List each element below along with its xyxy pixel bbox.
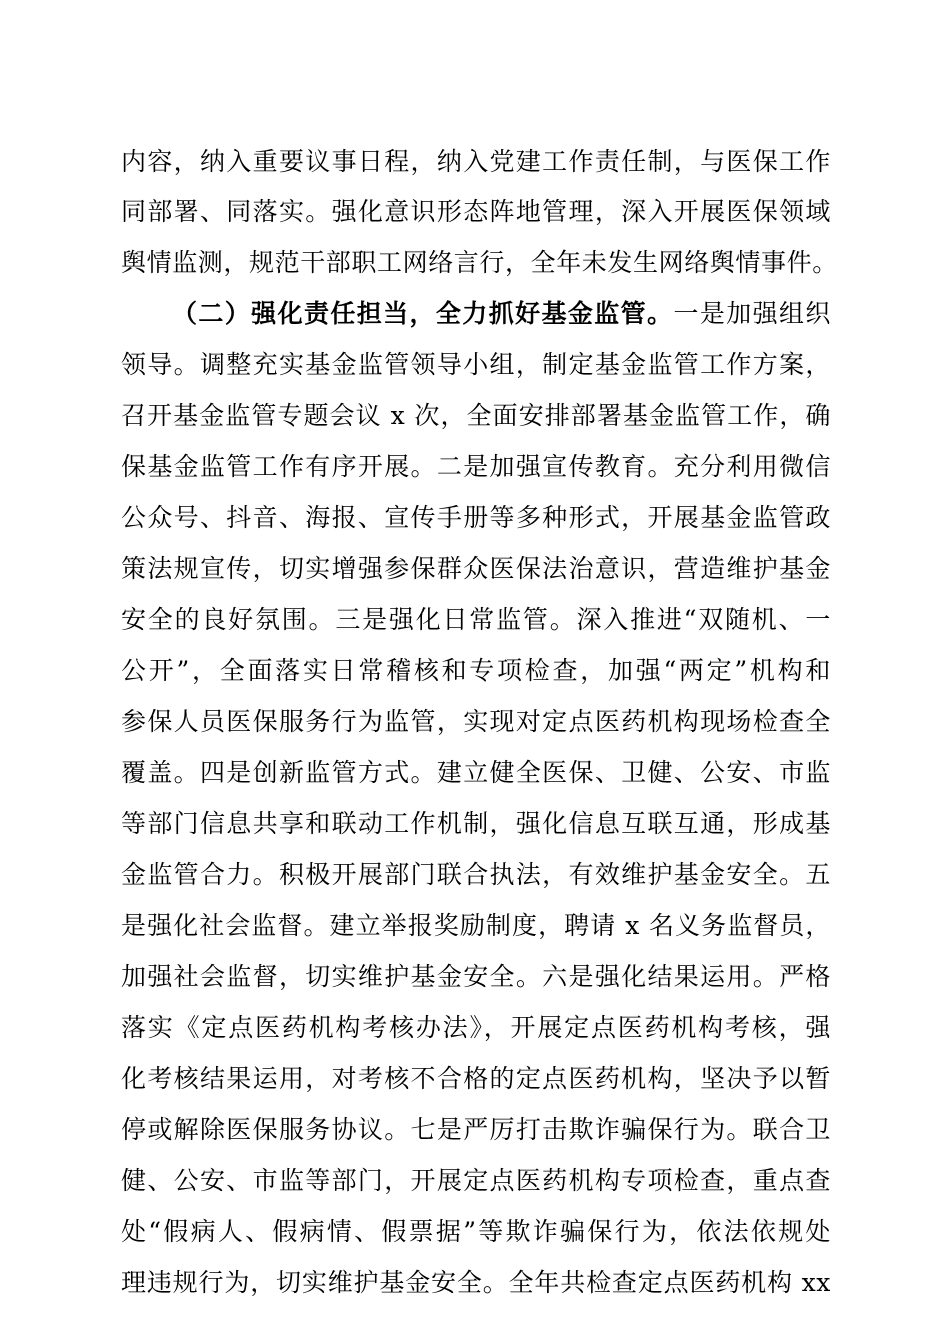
paragraph-line-22: 处“假病人、假病情、假票据”等欺诈骗保行为，依法依规处 — [121, 1217, 831, 1246]
paragraph-line-21: 健、公安、市监等部门，开展定点医药机构专项检查，重点查 — [121, 1166, 831, 1195]
paragraph-line-3: 舆情监测，规范干部职工网络言行，全年未发生网络舆情事件。 — [121, 248, 838, 277]
paragraph-line-2: 同部署、同落实。强化意识形态阵地管理，深入开展医保领域 — [121, 197, 831, 226]
paragraph-line-7: 保基金监管工作有序开展。二是加强宣传教育。充分利用微信 — [121, 452, 831, 481]
section-heading-rest: 一是加强组织 — [673, 299, 831, 328]
paragraph-line-12: 参保人员医保服务行为监管，实现对定点医药机构现场检查全 — [121, 707, 831, 736]
paragraph-line-20: 停或解除医保服务协议。七是严厉打击欺诈骗保行为。联合卫 — [121, 1115, 831, 1144]
paragraph-line-13: 覆盖。四是创新监管方式。建立健全医保、卫健、公安、市监 — [121, 758, 831, 787]
paragraph-line-14: 等部门信息共享和联动工作机制，强化信息互联互通，形成基 — [121, 809, 831, 838]
section-heading: （二）强化责任担当，全力抓好基金监管。 — [172, 299, 674, 328]
paragraph-line-5: 领导。调整充实基金监管领导小组，制定基金监管工作方案， — [121, 350, 831, 379]
paragraph-line-23: 理违规行为，切实维护基金安全。全年共检查定点医药机构 xx — [121, 1268, 831, 1297]
paragraph-line-15: 金监管合力。积极开展部门联合执法，有效维护基金安全。五 — [121, 860, 831, 889]
paragraph-line-19: 化考核结果运用，对考核不合格的定点医药机构，坚决予以暂 — [121, 1064, 831, 1093]
section-heading-line — [172, 294, 831, 334]
paragraph-line-17: 加强社会监督，切实维护基金安全。六是强化结果运用。严格 — [121, 962, 831, 991]
paragraph-line-18: 落实《定点医药机构考核办法》，开展定点医药机构考核，强 — [121, 1013, 831, 1042]
paragraph-line-9: 策法规宣传，切实增强参保群众医保法治意识，营造维护基金 — [121, 554, 831, 583]
paragraph-line-8: 公众号、抖音、海报、宣传手册等多种形式，开展基金监管政 — [121, 503, 831, 532]
paragraph-line-10: 安全的良好氛围。三是强化日常监管。深入推进“双随机、一 — [121, 605, 831, 634]
paragraph-line-6: 召开基金监管专题会议 x 次，全面安排部署基金监管工作，确 — [121, 401, 831, 430]
paragraph-line-11: 公开”，全面落实日常稽核和专项检查，加强“两定”机构和 — [121, 656, 831, 685]
paragraph-line-16: 是强化社会监督。建立举报奖励制度，聘请 x 名义务监督员， — [121, 911, 831, 940]
paragraph-line-1: 内容，纳入重要议事日程，纳入党建工作责任制，与医保工作 — [121, 147, 831, 176]
